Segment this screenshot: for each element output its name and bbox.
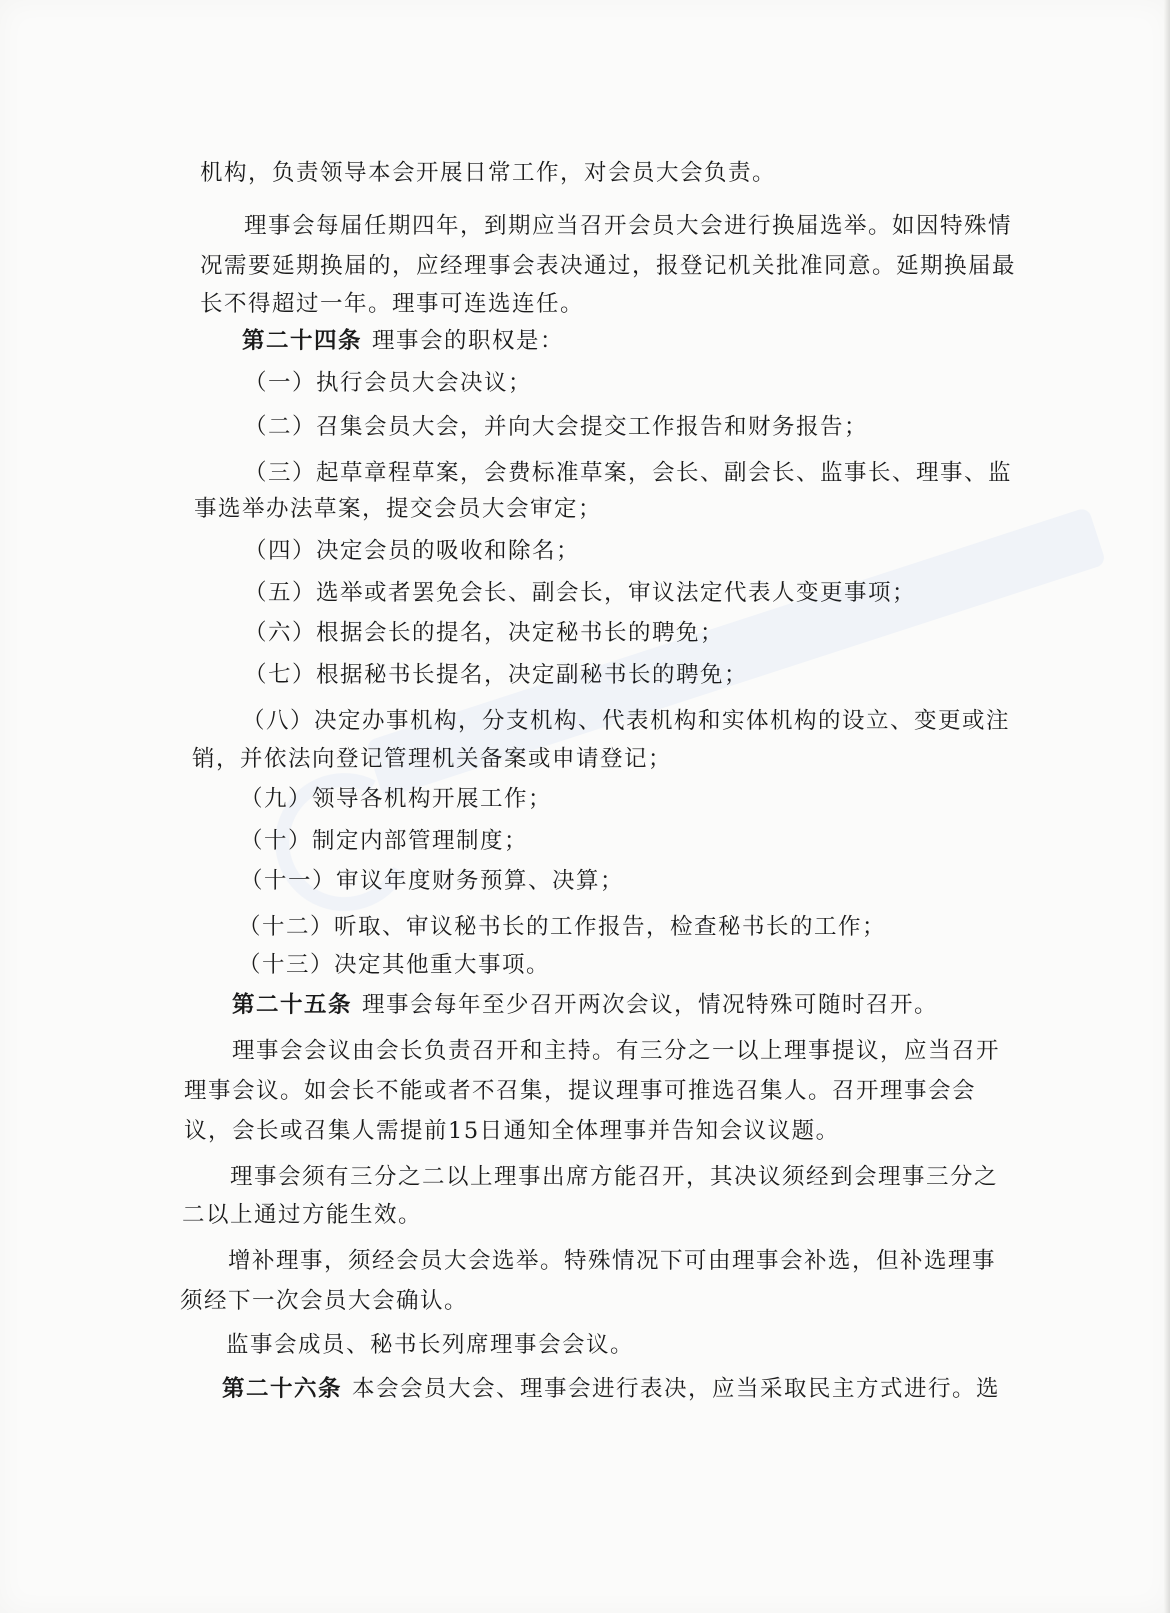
text-line: 二以上通过方能生效。 bbox=[182, 1202, 423, 1228]
text-line: 理事会会议由会长负责召开和主持。有三分之一以上理事提议，应当召开 bbox=[232, 1038, 1001, 1064]
list-item: （二）召集会员大会，并向大会提交工作报告和财务报告； bbox=[244, 414, 869, 440]
text-line: 议，会长或召集人需提前15日通知全体理事并告知会议议题。 bbox=[184, 1118, 840, 1144]
list-item: （十三）决定其他重大事项。 bbox=[238, 952, 551, 978]
article-24-line: 第二十四条 理事会的职权是： bbox=[242, 328, 565, 354]
list-item: （十）制定内部管理制度； bbox=[240, 828, 529, 854]
text-line: 须经下一次会员大会确认。 bbox=[180, 1288, 469, 1314]
list-item: （八）决定办事机构，分支机构、代表机构和实体机构的设立、变更或注 bbox=[242, 708, 1011, 734]
text-line: 理事会须有三分之二以上理事出席方能召开，其决议须经到会理事三分之 bbox=[230, 1164, 999, 1190]
article-25-line: 第二十五条 理事会每年至少召开两次会议，情况特殊可随时召开。 bbox=[232, 992, 939, 1018]
list-item: （四）决定会员的吸收和除名； bbox=[244, 538, 581, 564]
text-line: 长不得超过一年。理事可连选连任。 bbox=[200, 291, 585, 317]
text-line: 监事会成员、秘书长列席理事会会议。 bbox=[226, 1332, 635, 1358]
text-line: 理事会每届任期四年，到期应当召开会员大会进行换届选举。如因特殊情 bbox=[244, 213, 1013, 239]
list-item: （五）选举或者罢免会长、副会长，审议法定代表人变更事项； bbox=[244, 580, 917, 606]
article-25-heading: 第二十五条 bbox=[232, 992, 353, 1018]
list-item: （十一）审议年度财务预算、决算； bbox=[240, 868, 625, 894]
page-edge-shadow bbox=[1164, 0, 1170, 1613]
list-item: （九）领导各机构开展工作； bbox=[240, 786, 553, 812]
text-line: 事选举办法草案，提交会员大会审定； bbox=[194, 496, 603, 522]
article-24-heading: 第二十四条 bbox=[242, 328, 363, 354]
article-26-heading: 第二十六条 bbox=[222, 1376, 343, 1402]
list-item: （十二）听取、审议秘书长的工作报告，检查秘书长的工作； bbox=[238, 914, 887, 940]
article-26-line: 第二十六条 本会会员大会、理事会进行表决，应当采取民主方式进行。选 bbox=[222, 1376, 1001, 1402]
list-item: （七）根据秘书长提名，决定副秘书长的聘免； bbox=[244, 662, 749, 688]
text-line: 况需要延期换届的，应经理事会表决通过，报登记机关批准同意。延期换届最 bbox=[200, 253, 1017, 279]
text-line: 销，并依法向登记管理机关备案或申请登记； bbox=[192, 746, 673, 772]
text-line: 理事会议。如会长不能或者不召集，提议理事可推选召集人。召开理事会会 bbox=[184, 1078, 977, 1104]
list-item: （一）执行会员大会决议； bbox=[244, 370, 533, 396]
text-line: 机构，负责领导本会开展日常工作，对会员大会负责。 bbox=[200, 160, 777, 186]
list-item: （六）根据会长的提名，决定秘书长的聘免； bbox=[244, 620, 725, 646]
text-line: 增补理事，须经会员大会选举。特殊情况下可由理事会补选，但补选理事 bbox=[228, 1248, 997, 1274]
list-item: （三）起草章程草案，会费标准草案，会长、副会长、监事长、理事、监 bbox=[244, 460, 1013, 486]
